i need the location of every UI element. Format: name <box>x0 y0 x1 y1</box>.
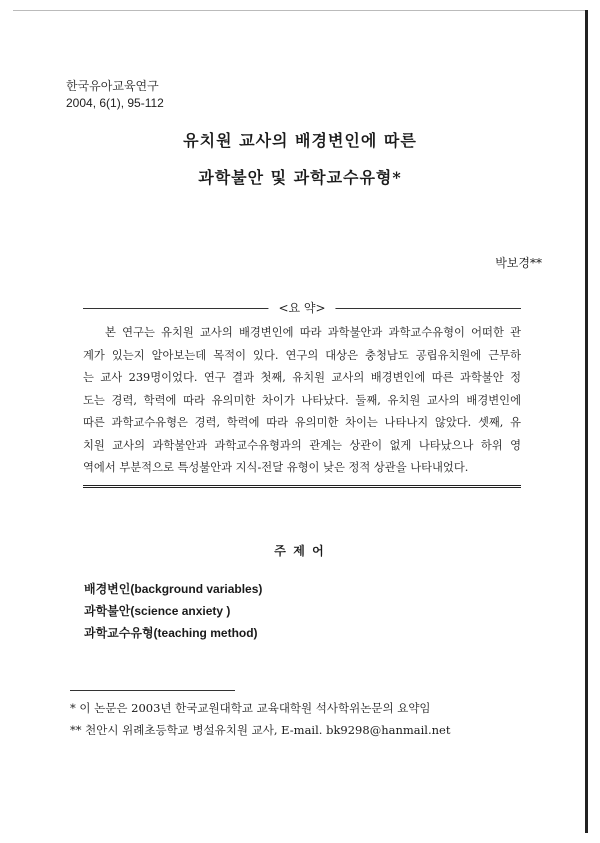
footnotes <box>70 697 450 741</box>
journal-citation: 2004, 6(1), 95-112 <box>66 96 164 110</box>
abstract-line: 치원 교사의 과학불안과 과학교수유형과의 관계는 상관이 없게 나타났으나 하위 영 <box>83 438 521 452</box>
abstract-bottom-rule <box>83 485 521 491</box>
paper-title-line2: 과학불안 및 과학교수유형* <box>198 168 402 187</box>
keywords-heading: 주 제 어 <box>274 544 326 558</box>
journal-name: 한국유아교육연구 <box>66 79 159 93</box>
abstract-line: 따른 과학교수유형은 경력, 학력에 따라 유의미한 차이는 나타나지 않았다. 셋째, 유 <box>83 416 521 429</box>
abstract-line: 계가 있는지 알아보는데 목적이 있다. 연구의 대상은 충청남도 공립유치원에 근무하 <box>83 348 521 362</box>
abstract-body <box>83 322 521 480</box>
abstract-heading-rule <box>83 300 521 316</box>
keywords-list <box>84 578 262 644</box>
keyword-item: 과학불안(science anxiety ) <box>84 604 231 618</box>
abstract-line: 도는 경력, 학력에 따라 유의미한 차이가 나타났다. 둘째, 유치원 교사의 배경변인에 <box>83 393 521 407</box>
keyword-item: 배경변인(background variables) <box>84 582 263 596</box>
abstract-line: 는 교사 239명이었다. 연구 결과 첫째, 유치원 교사의 배경변인에 따른 과학불안 정 <box>83 371 521 384</box>
footnote-author-affiliation: ** 천안시 위례초등학교 병설유치원 교사, E-mail. bk9298@hanmail.net <box>70 723 451 737</box>
abstract-line: 역에서 부분적으로 특성불안과 지식-전달 유형이 낮은 정적 상관을 나타내었다. <box>83 461 469 474</box>
journal-header <box>66 78 164 112</box>
author-name: 박보경** <box>495 256 542 270</box>
keyword-item: 과학교수유형(teaching method) <box>84 626 258 640</box>
footnote-rule <box>70 690 235 691</box>
abstract-line: 본 연구는 유치원 교사의 배경변인에 따라 과학불안과 과학교수유형이 어떠한 관 <box>105 326 521 339</box>
paper-title-line1: 유치원 교사의 배경변인에 따른 <box>183 131 417 150</box>
footnote-thesis: * 이 논문은 2003년 한국교원대학교 교육대학원 석사학위논문의 요약임 <box>70 701 431 715</box>
abstract-heading: <요 약> <box>268 300 335 316</box>
